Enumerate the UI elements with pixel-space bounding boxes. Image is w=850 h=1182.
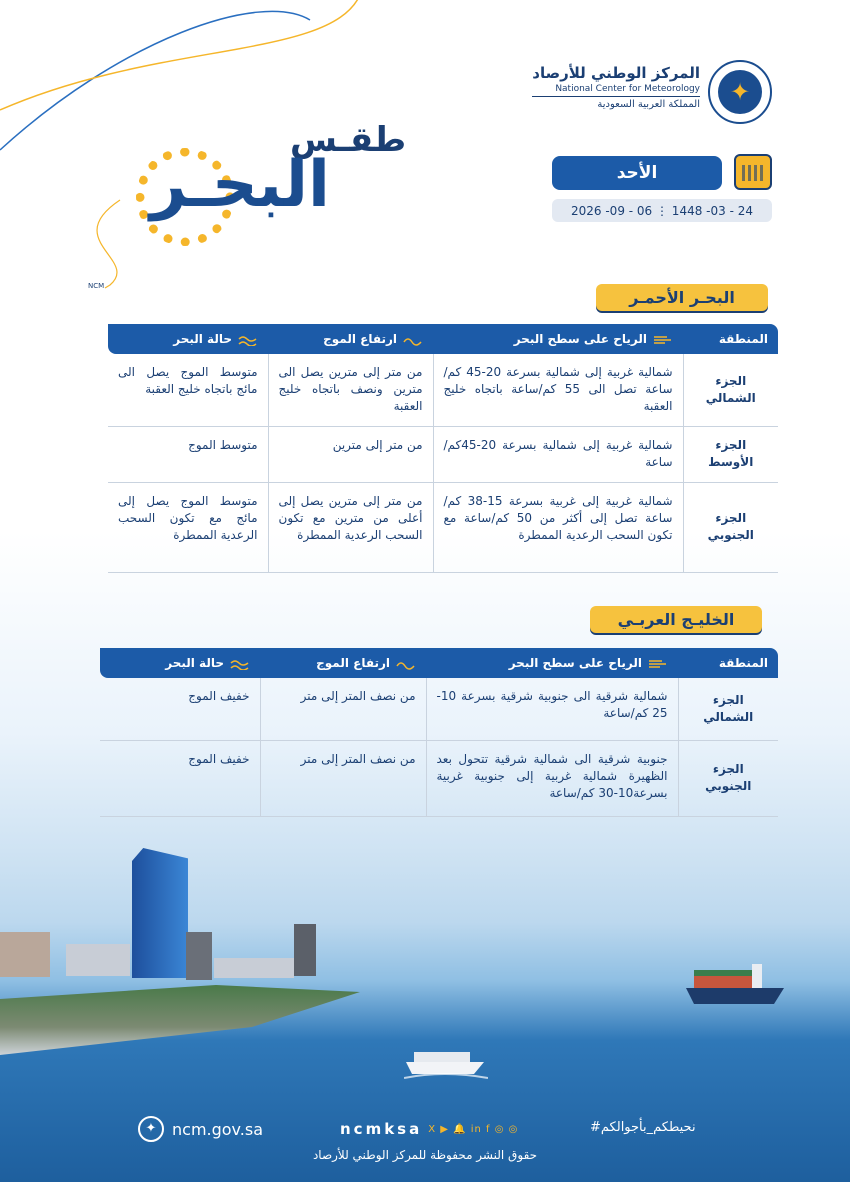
tower-image	[132, 848, 188, 978]
shoreline-image	[0, 985, 360, 1055]
region-cell: الجزء الجنوبي	[678, 740, 778, 816]
building	[214, 958, 294, 978]
table-row	[100, 678, 778, 740]
region-cell: الجزء الشمالي	[678, 678, 778, 740]
org-name-arabic: المركز الوطني للأرصاد	[532, 64, 700, 82]
wave-icon	[396, 658, 416, 670]
wind-cell: شمالية شرقية الى جنوبية شرقية بسرعة 10-25 كم/ساعة	[426, 678, 678, 740]
ncm-logo	[708, 60, 772, 124]
table-row	[108, 426, 778, 482]
calendar-icon	[734, 154, 772, 190]
website-link[interactable]	[138, 1116, 263, 1142]
wind-cell: شمالية غربية إلى غربية بسرعة 15-38 كم/ساعة تصل إلى أكثر من 50 كم/ساعة مع تكون السحب الرعدية الممطرة	[433, 482, 683, 572]
section-title-arabian-gulf: الخليـج العربـي	[590, 606, 762, 633]
hashtag: #نحيطكم_بأجوالكم	[590, 1120, 696, 1135]
wind-icon	[648, 658, 668, 670]
sea-icon	[238, 334, 258, 346]
header-sea-state: حالة البحر	[100, 648, 260, 678]
header-wave: ارتفاع الموج	[260, 648, 426, 678]
cargo-ship-image	[686, 960, 786, 1010]
state-cell: متوسط الموج يصل إلى مائج مع تكون السحب الرعدية الممطرة	[108, 482, 268, 572]
red-sea-table	[108, 324, 778, 573]
social-handle[interactable]	[340, 1120, 518, 1138]
handle-text: ncmksa	[340, 1120, 423, 1138]
boat-image	[404, 1044, 488, 1084]
table-row	[100, 740, 778, 816]
wave-icon	[403, 334, 423, 346]
header-region: المنطقة	[678, 648, 778, 678]
org-country: المملكة العربية السعودية	[597, 99, 700, 110]
section-title-red-sea: البحـر الأحمـر	[596, 284, 768, 311]
wave-cell: من متر إلى مترين يصل الى مترين ونصف باتجاه خليج العقبة	[268, 354, 433, 426]
copyright: حقوق النشر محفوظة للمركز الوطني للأرصاد	[312, 1148, 538, 1162]
building	[66, 944, 130, 976]
page-title: البحـر	[150, 148, 330, 222]
header-sea-state: حالة البحر	[108, 324, 268, 354]
palm-icon: ✦	[718, 70, 762, 114]
region-cell: الجزء الأوسط	[683, 426, 778, 482]
building	[186, 932, 212, 980]
wave-cell: من نصف المتر إلى متر	[260, 678, 426, 740]
org-name	[532, 64, 700, 110]
building	[0, 932, 50, 977]
wave-cell: من متر إلى مترين يصل إلى أعلى من مترين مع تكون السحب الرعدية الممطرة	[268, 482, 433, 572]
sea-icon	[230, 658, 250, 670]
header-wind: الرياح على سطح البحر	[433, 324, 683, 354]
building	[294, 924, 316, 976]
wind-cell: شمالية غربية إلى شمالية بسرعة 20-45 كم/ساعة تصل الى 55 كم/ساعة باتجاه خليج العقبة	[433, 354, 683, 426]
social-icons: X ▶ 🔔 in f ◎ ◎	[428, 1123, 519, 1135]
decorative-curves	[0, 0, 850, 300]
state-cell: خفيف الموج	[100, 678, 260, 740]
title-small: طقـس	[290, 120, 407, 160]
table-row	[108, 354, 778, 426]
state-cell: متوسط الموج يصل الى مائج باتجاه خليج العقبة	[108, 354, 268, 426]
day-label: الأحد	[552, 156, 722, 190]
wave-cell: من متر إلى مترين	[268, 426, 433, 482]
header-wind: الرياح على سطح البحر	[426, 648, 678, 678]
wind-cell: جنوبية شرقية الى شمالية شرقية تتحول بعد الظهيرة شمالية غربية إلى جنوبية غربية بسرعة10-30 كم/ساعة	[426, 740, 678, 816]
arabian-gulf-table	[100, 648, 778, 817]
table-row	[108, 482, 778, 572]
header-region: المنطقة	[683, 324, 778, 354]
wind-icon	[653, 334, 673, 346]
ncm-mark: NCM	[88, 282, 105, 290]
state-cell: متوسط الموج	[108, 426, 268, 482]
website-text: ncm.gov.sa	[172, 1119, 264, 1139]
state-cell: خفيف الموج	[100, 740, 260, 816]
wind-cell: شمالية غربية إلى شمالية بسرعة 20-45كم/ساعة	[433, 426, 683, 482]
region-cell: الجزء الشمالي	[683, 354, 778, 426]
region-cell: الجزء الجنوبي	[683, 482, 778, 572]
date-label: 2026 -09 - 06 ⋮ 1448 -03 - 24	[552, 199, 772, 222]
wave-cell: من نصف المتر إلى متر	[260, 740, 426, 816]
ncm-seal-icon: ✦	[138, 1116, 164, 1142]
org-name-english: National Center for Meteorology	[532, 84, 700, 97]
header-wave: ارتفاع الموج	[268, 324, 433, 354]
